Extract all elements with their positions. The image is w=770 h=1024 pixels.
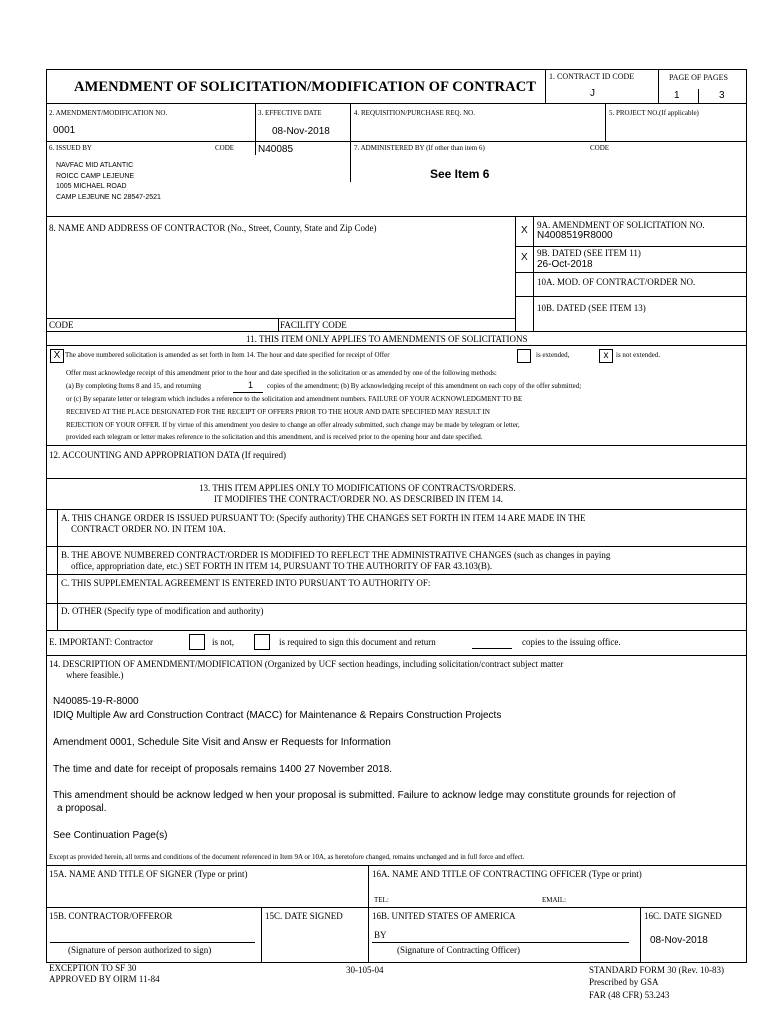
- issued-by-code: N40085: [258, 144, 294, 155]
- contractor-signature-caption: (Signature of person authorized to sign): [68, 945, 212, 955]
- item-9a-checkmark[interactable]: X: [521, 225, 528, 236]
- amended-checkbox[interactable]: X: [50, 349, 64, 363]
- amendment-no-value: 0001: [53, 125, 76, 136]
- requisition-label: 4. REQUISITION/PURCHASE REQ. NO.: [354, 109, 475, 117]
- contractor-offeror-label: 15B. CONTRACTOR/OFFEROR: [49, 911, 173, 921]
- page-count: 3: [719, 90, 725, 101]
- description-line: See Continuation Page(s): [53, 830, 168, 841]
- copies-returned: 1: [248, 380, 254, 390]
- item-9a-label: 9A. AMENDMENT OF SOLICITATION NO.: [537, 220, 705, 230]
- issued-by-code-label: CODE: [215, 144, 235, 152]
- is-not-checkbox[interactable]: [189, 634, 205, 650]
- issued-by-label: 6. ISSUED BY: [49, 144, 92, 152]
- ack-paragraph-line: REJECTION OF YOUR OFFER. If by virtue of this amendment you desire to change an offer already submitted, such change may be made by telegram or letter,: [66, 421, 520, 429]
- ack-paragraph-line: copies of the amendment; (b) By acknowledging receipt of this amendment on each copy of the offer submitted;: [267, 382, 582, 390]
- footer-standard-form: STANDARD FORM 30 (Rev. 10-83): [589, 965, 724, 975]
- is-required-checkbox[interactable]: [254, 634, 270, 650]
- is-required-text: is required to sign this document and return: [279, 637, 436, 647]
- email-label: EMAIL:: [542, 896, 567, 904]
- is-not-text: is not,: [212, 637, 235, 647]
- item-14-label: 14. DESCRIPTION OF AMENDMENT/MODIFICATION (Organized by UCF section headings, including solicitation/contract subject matter: [49, 659, 564, 669]
- description-line: This amendment should be acknow ledged w hen your proposal is submitted. Failure to acknow ledge may constitute grounds for rejection of: [53, 790, 676, 801]
- contractor-code-label: CODE: [49, 320, 74, 330]
- ack-paragraph-line: or (c) By separate letter or telegram which includes a reference to the solicitation and amendment numbers. FAILURE OF YOUR ACKNOWLEDGMENT TO BE: [66, 395, 523, 403]
- officer-signature-caption: (Signature of Contracting Officer): [397, 945, 521, 955]
- administered-by-code-label: CODE: [590, 144, 610, 152]
- item-13b-line: office, appropriation date, etc.) SET FORTH IN ITEM 14, PURSUANT TO THE AUTHORITY OF FAR 43.103(B).: [71, 561, 493, 571]
- contract-id-value: J: [590, 88, 595, 99]
- item-9b-label: 9B. DATED (SEE ITEM 11): [537, 248, 641, 258]
- project-no-label: 5. PROJECT NO.(If applicable): [609, 109, 699, 117]
- description-line: N40085-19-R-8000: [53, 696, 139, 707]
- issuer-line: CAMP LEJEUNE NC 28547-2521: [56, 193, 161, 201]
- copies-text: copies to the issuing office.: [522, 637, 621, 647]
- issuer-line: 1005 MICHAEL ROAD: [56, 183, 127, 190]
- description-line: Amendment 0001, Schedule Site Visit and Answ er Requests for Information: [53, 737, 391, 748]
- contract-id-label: 1. CONTRACT ID CODE: [549, 72, 635, 81]
- effective-date-value: 08-Nov-2018: [272, 126, 330, 137]
- administered-by-label: 7. ADMINISTERED BY (If other than item 6): [354, 144, 485, 152]
- item-13c-line: C. THIS SUPPLEMENTAL AGREEMENT IS ENTERED INTO PURSUANT TO AUTHORITY OF:: [61, 578, 431, 588]
- contracting-officer-label: 16A. NAME AND TITLE OF CONTRACTING OFFICER (Type or print): [372, 869, 642, 879]
- ack-paragraph-line: provided each telegram or letter makes reference to the solicitation and this amendment, and is received prior to the opening hour and date specified.: [66, 433, 483, 441]
- item-10b-label: 10B. DATED (SEE ITEM 13): [537, 303, 646, 313]
- footer-exception: EXCEPTION TO SF 30: [49, 963, 137, 973]
- important-label: E. IMPORTANT: Contractor: [49, 637, 154, 647]
- item-13b-line: B. THE ABOVE NUMBERED CONTRACT/ORDER IS MODIFIED TO REFLECT THE ADMINISTRATIVE CHANGES (such as changes in paying: [61, 550, 611, 560]
- ack-paragraph-line: (a) By completing Items 8 and 15, and returning: [66, 382, 202, 390]
- footer-form-number: 30-105-04: [346, 965, 384, 975]
- item-13-subheader: IT MODIFIES THE CONTRACT/ORDER NO. AS DESCRIBED IN ITEM 14.: [214, 494, 503, 504]
- administered-by-value: See Item 6: [430, 167, 490, 181]
- item-13-header: 13. THIS ITEM APPLIES ONLY TO MODIFICATIONS OF CONTRACTS/ORDERS.: [199, 483, 516, 493]
- item-11-header: 11. THIS ITEM ONLY APPLIES TO AMENDMENTS OF SOLICITATIONS: [246, 334, 528, 344]
- not-extended-checkbox[interactable]: x: [599, 349, 613, 363]
- footer-approved: APPROVED BY OIRM 11-84: [49, 974, 160, 984]
- item-10a-label: 10A. MOD. OF CONTRACT/ORDER NO.: [537, 277, 696, 287]
- item-14-label-cont: where feasible.): [66, 670, 124, 680]
- page-of-pages-label: PAGE OF PAGES: [669, 73, 728, 82]
- issuer-line: ROICC CAMP LEJEUNE: [56, 172, 135, 180]
- signer-name-label: 15A. NAME AND TITLE OF SIGNER (Type or print): [49, 869, 248, 879]
- footer-far: FAR (48 CFR) 53.243: [589, 990, 670, 1000]
- extended-checkbox[interactable]: [517, 349, 531, 363]
- officer-date-signed: 08-Nov-2018: [650, 935, 708, 946]
- item-13d-line: D. OTHER (Specify type of modification and authority): [61, 606, 264, 616]
- officer-date-signed-label: 16C. DATE SIGNED: [644, 911, 722, 921]
- not-extended-text: is not extended.: [616, 351, 661, 359]
- extended-text: is extended,: [536, 351, 570, 359]
- item-13a-line: CONTRACT ORDER NO. IN ITEM 10A.: [71, 524, 226, 534]
- usa-label: 16B. UNITED STATES OF AMERICA: [372, 911, 516, 921]
- issuer-address: [56, 161, 161, 203]
- item-13a-line: A. THIS CHANGE ORDER IS ISSUED PURSUANT TO: (Specify authority) THE CHANGES SET FORTH IN ITEM 14 ARE MADE IN THE: [61, 513, 586, 523]
- facility-code-label: FACILITY CODE: [280, 320, 347, 330]
- item-9b-checkmark[interactable]: X: [521, 252, 528, 263]
- description-line: a proposal.: [57, 803, 107, 814]
- description-line: IDIQ Multiple Aw ard Construction Contract (MACC) for Maintenance & Repairs Construction Projects: [53, 710, 502, 721]
- ack-paragraph-line: Offer must acknowledge receipt of this amendment prior to the hour and date specified in the solicitation or as amended by one of the following methods:: [66, 369, 497, 377]
- description-line: The time and date for receipt of proposals remains 1400 27 November 2018.: [53, 764, 393, 775]
- solicitation-number: N4008519R8000: [537, 230, 613, 241]
- tel-label: TEL:: [374, 896, 389, 904]
- footer-prescribed: Prescribed by GSA: [589, 977, 659, 987]
- ack-paragraph-line: RECEIVED AT THE PLACE DESIGNATED FOR THE RECEIPT OF OFFERS PRIOR TO THE HOUR AND DATE SPECIFIED MAY RESULT IN: [66, 408, 490, 416]
- issuer-line: NAVFAC MID ATLANTIC: [56, 162, 134, 169]
- solicitation-date: 26-Oct-2018: [537, 259, 593, 270]
- effective-date-label: 3. EFFECTIVE DATE: [258, 109, 322, 117]
- amended-text: The above numbered solicitation is amended as set forth in Item 14. The hour and date specified for receipt of Offer: [65, 351, 390, 359]
- form-title: AMENDMENT OF SOLICITATION/MODIFICATION OF CONTRACT: [74, 79, 537, 95]
- terms-unchanged-text: Except as provided herein, all terms and conditions of the document referenced in Item 9A or 10A, as heretofore changed, remains unchanged and in full force and effect.: [49, 853, 525, 861]
- amendment-no-label: 2. AMENDMENT/MODIFICATION NO.: [49, 109, 168, 117]
- contractor-label: 8. NAME AND ADDRESS OF CONTRACTOR (No., Street, County, State and Zip Code): [49, 223, 377, 233]
- item-12-label: 12. ACCOUNTING AND APPROPRIATION DATA (If required): [49, 450, 287, 460]
- page-number: 1: [674, 90, 680, 101]
- by-label: BY: [374, 930, 387, 940]
- contractor-date-signed-label: 15C. DATE SIGNED: [265, 911, 343, 921]
